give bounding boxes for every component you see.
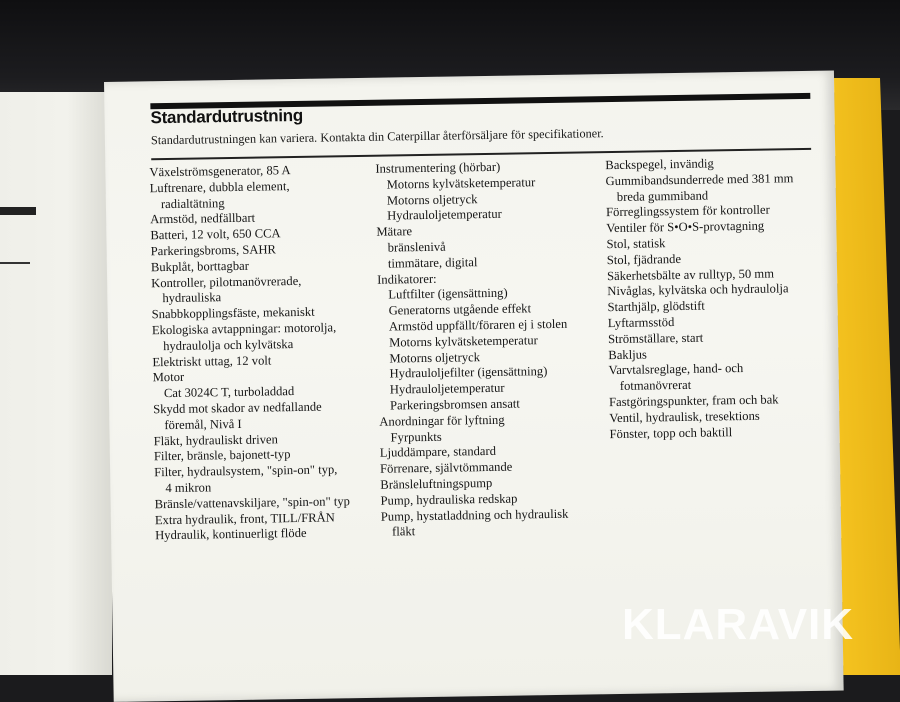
equipment-line: Hydrauloljetemperatur — [389, 380, 505, 397]
equipment-line: Anordningar för lyftning — [379, 412, 505, 429]
equipment-line: Fönster, topp och baktill — [609, 424, 733, 441]
equipment-line: Armstöd, nedfällbart — [150, 211, 256, 227]
equipment-line: Backspegel, invändig — [605, 156, 714, 173]
equipment-line: Starthjälp, glödstift — [607, 298, 705, 315]
equipment-line: Parkeringsbroms, SAHR — [150, 242, 277, 259]
equipment-line: Elektriskt uttag, 12 volt — [152, 352, 272, 369]
equipment-line: Växelströmsgenerator, 85 A — [149, 163, 291, 180]
equipment-line: radialtätning — [160, 195, 225, 211]
equipment-line: Stol, statisk — [606, 236, 666, 252]
equipment-line: Cat 3024C T, turboladdad — [163, 384, 295, 401]
equipment-line: Gummibandsunderrede med 381 mm — [605, 170, 794, 188]
equipment-line: Generatorns utgående effekt — [388, 301, 532, 318]
equipment-line: Bränsleluftningspump — [380, 475, 493, 492]
equipment-line: Hydrauloljetemperatur — [387, 207, 502, 223]
equipment-line: Bränsle/vattenavskiljare, "spin-on" typ — [154, 493, 351, 511]
equipment-line: Snabbkopplingsfäste, mekaniskt — [151, 304, 315, 322]
equipment-line: Mätare — [376, 224, 413, 239]
equipment-line: Filter, hydraulsystem, "spin-on" typ, — [154, 462, 338, 480]
equipment-line: Ventiler för S•O•S-provtagning — [606, 218, 765, 236]
equipment-line: fotmanövrerat — [619, 377, 692, 394]
equipment-column-3 — [605, 155, 797, 442]
page-title: Standardutrustning — [150, 105, 304, 128]
equipment-line: Motorns kylvätsketemperatur — [386, 175, 536, 192]
equipment-line: Parkeringsbromsen ansatt — [390, 396, 520, 413]
equipment-line: hydraulolja och kylvätska — [163, 336, 294, 353]
equipment-line: fläkt — [391, 524, 416, 539]
equipment-line: hydrauliska — [162, 290, 222, 306]
equipment-line: Filter, bränsle, bajonett-typ — [153, 447, 291, 464]
equipment-line: Pump, hydrauliska redskap — [380, 491, 518, 508]
page-subtitle: Standardutrustningen kan variera. Kontakta din Caterpillar återförsäljare för specifikationer. — [150, 126, 604, 148]
equipment-line: Säkerhetsbälte av rulltyp, 50 mm — [606, 266, 775, 283]
equipment-line: Indikatorer: — [377, 271, 437, 287]
left-facing-page — [0, 92, 112, 675]
equipment-line: bränslenivå — [387, 239, 446, 255]
equipment-line: 4 mikron — [165, 480, 212, 496]
equipment-line: Bukplåt, borttagbar — [150, 258, 249, 275]
equipment-line: Luftfilter (igensättning) — [388, 286, 508, 302]
equipment-line: Nivåglas, kylvätska och hydraulolja — [607, 281, 789, 299]
equipment-line: Förrenare, självtömmande — [380, 459, 513, 476]
equipment-line: timmätare, digital — [387, 254, 478, 271]
equipment-line: Fastgöringspunkter, fram och bak — [608, 392, 779, 410]
equipment-line: Motorns oljetryck — [386, 191, 478, 208]
equipment-line: Fyrpunkts — [390, 429, 442, 445]
equipment-line: Armstöd uppfällt/föraren ej i stolen — [388, 316, 568, 334]
equipment-line: Ljuddämpare, standard — [379, 444, 497, 461]
equipment-line: föremål, Nivå I — [164, 416, 242, 432]
left-page-header-bar — [0, 207, 36, 215]
equipment-line: Motorns oljetryck — [389, 349, 481, 366]
equipment-line: Kontroller, pilotmanövrerade, — [151, 273, 302, 290]
equipment-line: Fläkt, hydrauliskt driven — [153, 431, 278, 448]
equipment-column-1 — [149, 162, 350, 544]
equipment-line: Ekologiska avtappningar: motorolja, — [151, 320, 337, 338]
equipment-column-2 — [375, 159, 570, 541]
equipment-line: Luftrenare, dubbla element, — [149, 178, 290, 196]
equipment-line: Ventil, hydraulisk, tresektions — [609, 408, 760, 425]
equipment-line: Strömställare, start — [607, 330, 704, 346]
equipment-line: Batteri, 12 volt, 650 CCA — [150, 226, 281, 243]
equipment-line: Varvtalsreglage, hand- och — [608, 361, 744, 378]
equipment-line: Lyftarmsstöd — [607, 315, 675, 331]
left-page-rule — [0, 262, 30, 264]
equipment-line: Stol, fjädrande — [606, 251, 682, 267]
equipment-line: Extra hydraulik, front, TILL/FRÅN — [154, 509, 335, 527]
equipment-line: Instrumentering (hörbar) — [375, 159, 501, 176]
equipment-line: Motor — [152, 370, 185, 385]
equipment-line: Motorns kylvätsketemperatur — [389, 332, 538, 350]
equipment-line: Pump, hystatladdning och hydraulisk — [380, 506, 569, 524]
watermark-logo: KLARAVIK — [622, 600, 855, 649]
equipment-line: Skydd mot skador av nedfallande — [153, 399, 322, 417]
equipment-line: Förreglingssystem för kontroller — [606, 202, 770, 220]
equipment-line: Hydrauloljefilter (igensättning) — [389, 364, 548, 381]
equipment-line: breda gummiband — [616, 188, 709, 204]
equipment-line: Bakljus — [608, 347, 647, 362]
equipment-line: Hydraulik, kontinuerligt flöde — [155, 526, 307, 543]
